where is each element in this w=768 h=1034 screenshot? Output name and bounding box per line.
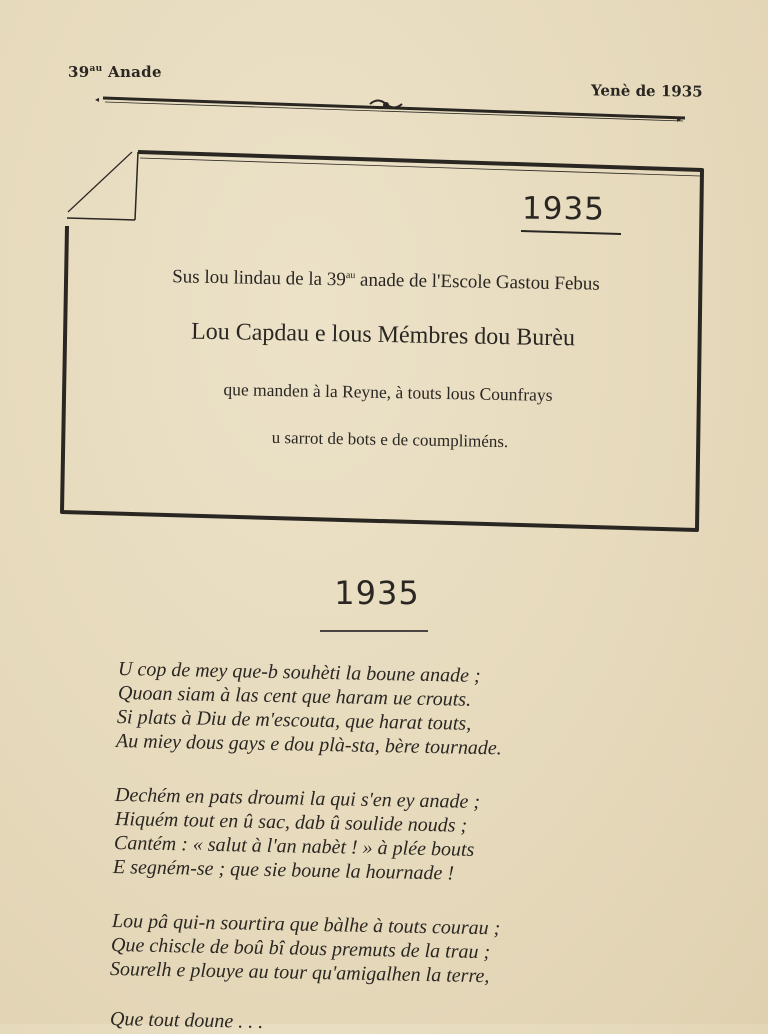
poem-verse: Si plats à Diu de m'escouta, que harat touts, <box>116 706 472 735</box>
box-intro-line: Sus lou lindau de la $39^{au}$ anade de l'Escole Gastou Febus <box>172 266 600 295</box>
box-main-line: Lou Capdau e lous Mémbres dou Burèu <box>190 318 576 352</box>
poem-verse: Dechém en pats droumi la qui s'en ey anade ; <box>114 784 481 814</box>
poem-verse: Quoan siam à las cent que haram ue crouts. <box>117 682 472 711</box>
poem-verse: Que tout doune . . . <box>109 1008 264 1033</box>
poem-verse: Que chiscle de boû bî dous premuts de la trau ; <box>110 934 491 964</box>
box-greeting-line: que manden à la Reyne, à touts lous Counfrays <box>223 379 553 405</box>
box-closing-line: u sarrot de bots e de coumpliméns. <box>271 427 509 452</box>
year-label: Yenè de 1935 <box>590 81 703 101</box>
poem-verse: Hiquém tout en û sac, dab û soulide nouds ; <box>114 808 468 837</box>
poem-verse: Cantém : « salut à l'an nabèt ! » à plée bouts <box>113 832 475 861</box>
title-underline <box>320 630 428 632</box>
svg-text:▸: ▸ <box>677 115 682 124</box>
svg-text:◂: ◂ <box>95 95 100 104</box>
poem-verse: E segném-se ; que sie boune la hournade ! <box>112 856 455 885</box>
box-year-heading: 1935 <box>521 190 606 228</box>
poem-verse: U cop de mey que-b souhèti la boune anade ; <box>117 658 481 687</box>
poem-verse: Au miey dous gays e dou plà-sta, bère tournade. <box>115 730 503 760</box>
poem-title: 1935 <box>334 574 420 612</box>
ornamental-rule <box>95 90 695 130</box>
poem-verse: Sourelh e plouye au tour qu'amigalhen la terre, <box>109 958 490 988</box>
issue-label: $39^{au}$ Anade <box>68 63 162 81</box>
poem-verse: Lou pâ qui-n sourtira que bàlhe à touts courau ; <box>111 910 501 940</box>
